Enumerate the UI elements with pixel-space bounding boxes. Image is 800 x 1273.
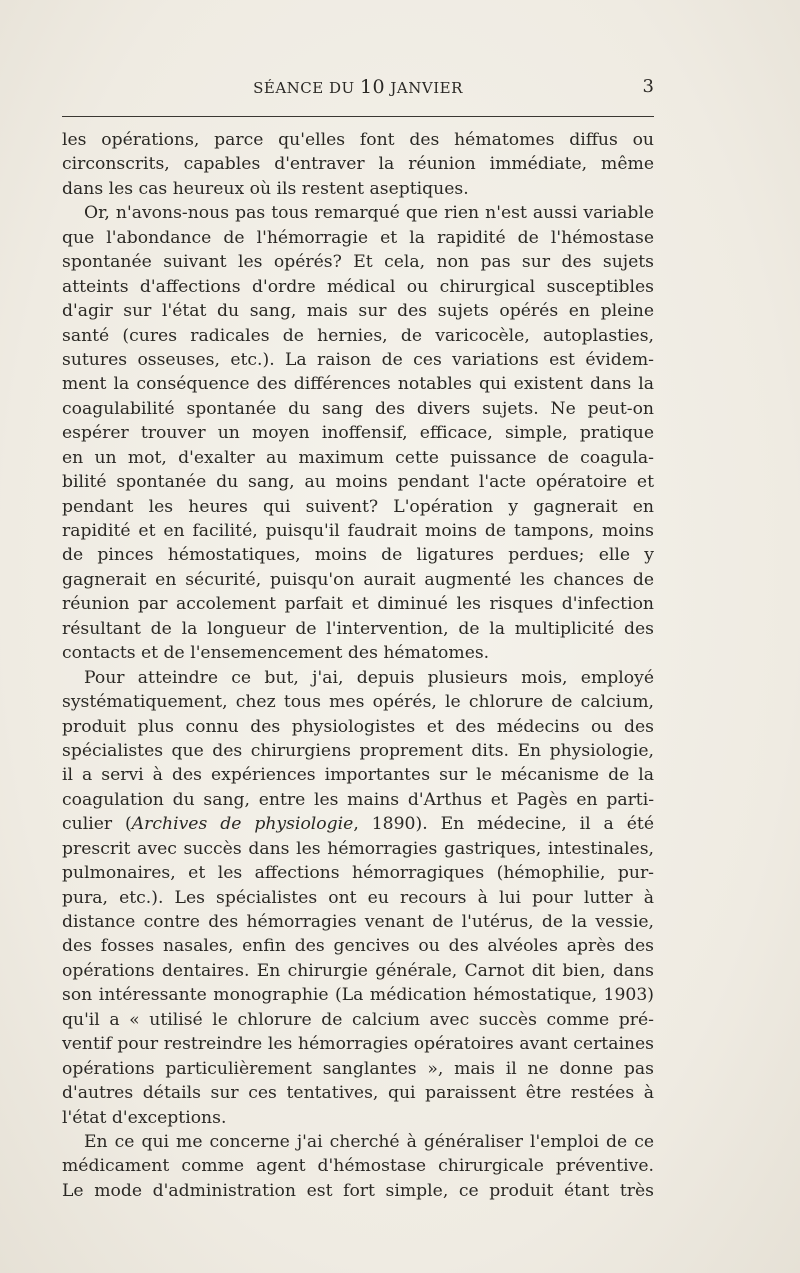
citation-prefix: culier ( <box>62 814 132 835</box>
text-line: d'autres détails sur ces tentatives, qui paraissent être restées à <box>62 1083 654 1104</box>
text-line: coagulabilité spontanée du sang des divers sujets. Ne peut-on <box>62 398 654 419</box>
text-line: pendant les heures qui suivent? L'opération y gagnerait en <box>62 496 654 517</box>
text-line: qu'il a « utilisé le chlorure de calcium avec succès comme pré- <box>62 1009 654 1030</box>
running-head-month: JANVIER <box>385 79 463 97</box>
text-line: contacts et de l'ensemencement des hématomes. <box>62 643 490 664</box>
text-line: des fosses nasales, enfin des gencives ou des alvéoles après des <box>62 936 654 957</box>
text-line: rapidité et en facilité, puisqu'il faudrait moins de tampons, moins <box>62 521 654 541</box>
text-line: spécialistes que des chirurgiens proprement dits. En physiologie, <box>62 740 654 761</box>
text-line: il a servi à des expériences importantes sur le mécanisme de la <box>62 765 654 786</box>
text-line: distance contre des hémorragies venant de l'utérus, de la vessie, <box>62 912 654 932</box>
text-line: espérer trouver un moyen inoffensif, efficace, simple, pratique <box>62 423 654 444</box>
text-line: réunion par accolement parfait et diminué les risques d'infection <box>62 594 654 615</box>
text-line: opérations dentaires. En chirurgie générale, Carnot dit bien, dans <box>62 960 654 981</box>
page-header <box>62 74 654 100</box>
text-line: l'état d'exceptions. <box>62 1107 227 1128</box>
text-line: En ce qui me concerne j'ai cherché à généraliser l'emploi de ce <box>84 1131 654 1152</box>
text-line: Or, n'avons-nous pas tous remarqué que rien n'est aussi variable <box>84 203 654 224</box>
text-line: Pour atteindre ce but, j'ai, depuis plusieurs mois, employé <box>84 667 654 688</box>
text-line: résultant de la longueur de l'intervention, de la multiplicité des <box>62 618 654 639</box>
text-line: circonscrits, capables d'entraver la réunion immédiate, même <box>62 154 654 175</box>
header-rule <box>62 116 654 117</box>
text-line: opérations particulièrement sanglantes », mais il ne donne pas <box>62 1058 654 1079</box>
text-line: santé (cures radicales de hernies, de varicocèle, autoplasties, <box>62 325 654 346</box>
text-line-with-citation <box>62 812 654 836</box>
text-line: gagnerait en sécurité, puisqu'on aurait augmenté les chances de <box>62 569 654 590</box>
text-line: son intéressante monographie (La médication hémostatique, 1903) <box>62 985 654 1006</box>
text-line: ment la conséquence des différences notables qui existent dans la <box>62 374 654 395</box>
text-line: systématiquement, chez tous mes opérés, le chlorure de calcium, <box>62 692 654 713</box>
text-line: produit plus connu des physiologistes et des médecins ou des <box>62 716 654 737</box>
text-line: en un mot, d'exalter au maximum cette puissance de coagula- <box>62 447 654 468</box>
page-number: 3 <box>642 76 654 97</box>
body-text <box>62 128 654 1203</box>
text-line: de pinces hémostatiques, moins de ligatures perdues; elle y <box>62 545 654 566</box>
text-line: spontanée suivant les opérés? Et cela, non pas sur des sujets <box>62 252 654 273</box>
text-line: ventif pour restreindre les hémorragies opératoires avant certaines <box>62 1034 654 1055</box>
text-line: prescrit avec succès dans les hémorragies gastriques, intestinales, <box>62 838 654 859</box>
text-line: bilité spontanée du sang, au moins pendant l'acte opératoire et <box>62 472 654 493</box>
text-line: médicament comme agent d'hémostase chirurgicale préventive. <box>62 1156 654 1177</box>
running-head-day: 10 <box>359 76 386 98</box>
text-line: que l'abondance de l'hémorragie et la rapidité de l'hémostase <box>62 227 654 248</box>
running-head-title: SÉANCE DU <box>253 79 360 97</box>
text-line: dans les cas heureux où ils restent aseptiques. <box>62 178 469 199</box>
text-line: les opérations, parce qu'elles font des hématomes diffus ou <box>62 130 654 150</box>
text-line: pura, etc.). Les spécialistes ont eu recours à lui pour lutter à <box>62 887 654 908</box>
text-line: atteints d'affections d'ordre médical ou chirurgical susceptibles <box>62 276 654 297</box>
running-head <box>62 74 654 101</box>
text-line: d'agir sur l'état du sang, mais sur des sujets opérés en pleine <box>62 301 654 322</box>
citation-journal-title: Archives de physiologie <box>131 814 354 835</box>
text-line: coagulation du sang, entre les mains d'Arthus et Pagès en parti- <box>62 789 654 810</box>
text-line: sutures osseuses, etc.). La raison de ces variations est évidem- <box>62 349 654 370</box>
text-line: Le mode d'administration est fort simple, ce produit étant très <box>62 1180 654 1201</box>
text-line: pulmonaires, et les affections hémorragiques (hémophilie, pur- <box>62 863 654 884</box>
citation-suffix: , 1890). En médecine, il a été <box>353 814 655 835</box>
